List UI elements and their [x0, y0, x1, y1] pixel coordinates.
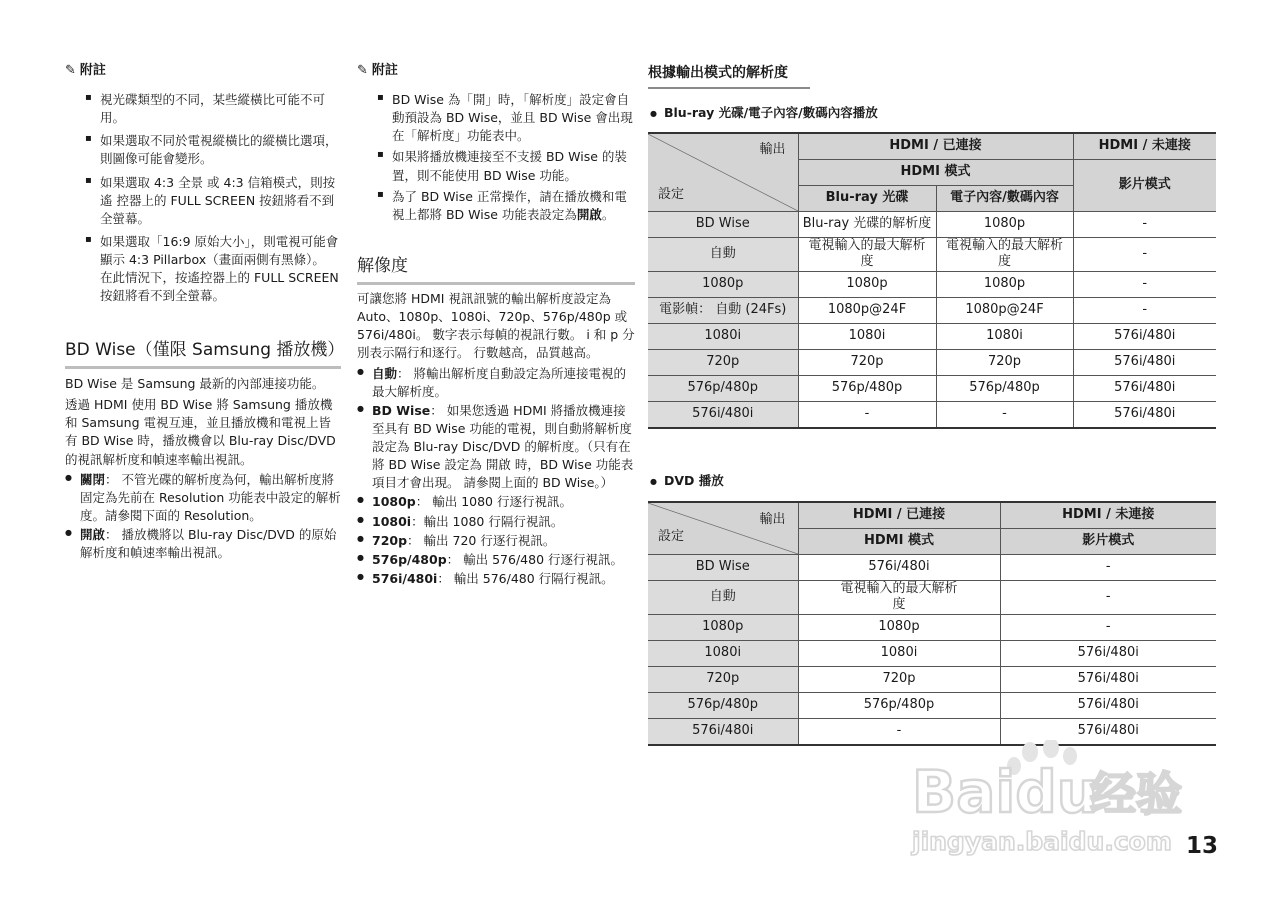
table-cell: -	[1073, 238, 1216, 272]
table-row	[648, 297, 1216, 323]
bdwise-body	[65, 375, 341, 563]
list-item: ● BD Wise： 如果您透過 HDMI 將播放機連接至具有 BD Wise 功能的電視，則自動將解析度設定為 Blu-ray Disc/DVD 的解析度。（只有在將 BD Wise 設定為 開啟 時，BD Wise 功能表項目才會出現。 請參閱上面的 BD Wise。）	[357, 402, 635, 493]
setting-cell: 1080i	[648, 323, 798, 349]
table-row	[648, 581, 1216, 615]
watermark-cn: 经验	[1090, 767, 1182, 821]
table-cell: 720p	[798, 349, 936, 375]
hdmi-not-connected-header: HDMI / 未連接	[1073, 133, 1216, 160]
list-item: ▪ 如果將播放機連接至不支援 BD Wise 的裝置，則不能使用 BD Wise 功能。	[357, 148, 635, 184]
setting-cell: 1080p	[648, 614, 798, 640]
resolution-options	[357, 365, 635, 589]
table-row	[648, 349, 1216, 375]
resolution-title: 解像度	[357, 254, 635, 285]
table-cell: -	[1000, 614, 1216, 640]
setting-cell: 576p/480p	[648, 375, 798, 401]
table-cell: Blu-ray 光碟的解析度	[798, 212, 936, 238]
list-item: ▪ 如果選取 4:3 全景 或 4:3 信箱模式，則按遙 控器上的 FULL SCREEN 按鈕將看不到全螢幕。	[65, 174, 341, 228]
output-resolution-title: 根據輸出模式的解析度	[648, 63, 810, 89]
table-header-row	[648, 133, 1216, 160]
list-item: ● 1080i：輸出 1080 行隔行視訊。	[357, 513, 635, 531]
table-cell: 576i/480i	[798, 555, 1000, 581]
output-label: 輸出	[759, 512, 786, 527]
table-cell: 576i/480i	[1000, 640, 1216, 666]
setting-cell: 電影幀： 自動 (24Fs)	[648, 297, 798, 323]
table-cell: 576i/480i	[1073, 323, 1216, 349]
setting-cell: 720p	[648, 666, 798, 692]
table-cell: 電視輸入的最大解析度	[798, 238, 936, 272]
table-cell: 576p/480p	[798, 692, 1000, 718]
table-cell: 576i/480i	[1000, 718, 1216, 745]
table-row	[648, 212, 1216, 238]
table-cell: 576i/480i	[1000, 666, 1216, 692]
setting-cell: 576i/480i	[648, 718, 798, 745]
video-mode-header: 影片模式	[1000, 529, 1216, 555]
bdwise-title: BD Wise（僅限 Samsung 播放機）	[65, 338, 341, 369]
note-continuation: 在此情況下，按遙控器上的 FULL SCREEN 按鈕將看不到全螢幕。	[100, 270, 339, 304]
table-cell: 576i/480i	[1000, 692, 1216, 718]
setting-cell: BD Wise	[648, 212, 798, 238]
table-cell: -	[936, 401, 1073, 428]
resolution-body	[357, 290, 635, 589]
diagonal-header-cell	[648, 502, 798, 555]
bdwise-paragraph: BD Wise 是 Samsung 最新的內部連接功能。	[65, 376, 325, 391]
hdmi-not-connected-header: HDMI / 未連接	[1000, 502, 1216, 529]
note-heading: ✎ 附註	[65, 63, 106, 78]
output-label: 輸出	[759, 142, 786, 157]
table-cell: 576i/480i	[1073, 375, 1216, 401]
table-cell: -	[1000, 555, 1216, 581]
list-item: ● 自動： 將輸出解析度自動設定為所連接電視的最大解析度。	[357, 365, 635, 401]
table-cell: -	[798, 401, 936, 428]
table-cell: -	[1073, 271, 1216, 297]
table-cell: 1080p@24F	[936, 297, 1073, 323]
setting-cell: 1080i	[648, 640, 798, 666]
page-number: 13	[1186, 833, 1219, 859]
table-row	[648, 555, 1216, 581]
setting-cell: 自動	[648, 581, 798, 615]
setting-cell: BD Wise	[648, 555, 798, 581]
bdwise-options	[65, 471, 341, 563]
setting-label: 設定	[658, 528, 685, 544]
list-item: ▪ 如果選取「16:9 原始大小」，則電視可能會顯示 4:3 Pillarbox（畫面兩側有黑條）。 在此情況下，按遙控器上的 FULL SCREEN 按鈕將看不到全螢幕。	[65, 233, 341, 306]
note-list	[357, 91, 635, 229]
table-cell: -	[1000, 581, 1216, 615]
table-row	[648, 238, 1216, 272]
table-cell: 576p/480p	[798, 375, 936, 401]
bluray-resolution-table	[648, 132, 1216, 429]
list-item: ● 576p/480p： 輸出 576/480 行逐行視訊。	[357, 551, 635, 569]
pencil-icon: ✎	[65, 63, 76, 78]
table-header-row	[648, 502, 1216, 529]
table-row	[648, 401, 1216, 428]
setting-cell: 576i/480i	[648, 401, 798, 428]
video-mode-header: 影片模式	[1073, 160, 1216, 212]
table-row	[648, 614, 1216, 640]
table-cell: 576p/480p	[936, 375, 1073, 401]
table-cell: -	[1073, 297, 1216, 323]
setting-cell: 自動	[648, 238, 798, 272]
table-cell: 720p	[936, 349, 1073, 375]
watermark-brand: Baidu	[912, 758, 1099, 826]
table-cell: 1080i	[798, 323, 936, 349]
bdwise-paragraph: 透過 HDMI 使用 BD Wise 將 Samsung 播放機和 Samsung 電視互連，並且播放機和電視上皆有 BD Wise 時，播放機會以 Blu-ray Disc/DVD 的視訊解析度和幀速率輸出視訊。	[65, 397, 336, 467]
table-row	[648, 375, 1216, 401]
baidu-jingyan-watermark	[910, 740, 1200, 860]
table-cell: 576i/480i	[1073, 349, 1216, 375]
hdmi-mode-header: HDMI 模式	[798, 529, 1000, 555]
bluray-heading: ● Blu-ray 光碟/電子內容/數碼內容播放	[650, 104, 878, 122]
setting-cell: 720p	[648, 349, 798, 375]
table-row	[648, 666, 1216, 692]
table-cell: 720p	[798, 666, 1000, 692]
hdmi-mode-header: HDMI 模式	[798, 160, 1073, 186]
table-row	[648, 271, 1216, 297]
list-item: ● 720p： 輸出 720 行逐行視訊。	[357, 532, 635, 550]
setting-cell: 576p/480p	[648, 692, 798, 718]
list-item: ● 1080p： 輸出 1080 行逐行視訊。	[357, 493, 635, 511]
list-item: ▪ 視光碟類型的不同，某些縱橫比可能不可用。	[65, 91, 341, 127]
list-item: ▪ BD Wise 為「開」時，「解析度」設定會自動預設為 BD Wise，並且 BD Wise 會出現在「解析度」功能表中。	[357, 91, 635, 145]
table-cell: 1080p@24F	[798, 297, 936, 323]
table-cell: -	[798, 718, 1000, 745]
pencil-icon: ✎	[357, 63, 368, 78]
diagonal-header-cell	[648, 133, 798, 212]
table-cell: 1080i	[798, 640, 1000, 666]
list-item: ● 關閉： 不管光碟的解析度為何，輸出解析度將固定為先前在 Resolution 功能表中設定的解析度。請參閱下面的 Resolution。	[65, 471, 341, 525]
table-row	[648, 692, 1216, 718]
table-cell: 1080p	[936, 271, 1073, 297]
hdmi-connected-header: HDMI / 已連接	[798, 502, 1000, 529]
list-item: ● 開啟： 播放機將以 Blu-ray Disc/DVD 的原始解析度和幀速率輸出視訊。	[65, 526, 341, 562]
table-row	[648, 640, 1216, 666]
note-list	[65, 91, 341, 305]
table-cell: 1080p	[798, 271, 936, 297]
table-cell: 1080p	[798, 614, 1000, 640]
watermark-url: jingyan.baidu.com	[912, 827, 1172, 856]
list-item: ▪ 為了 BD Wise 正常操作，請在播放機和電視上都將 BD Wise 功能表設定為開啟。	[357, 188, 635, 224]
hdmi-connected-header: HDMI / 已連接	[798, 133, 1073, 160]
list-item: ▪ 如果選取不同於電視縱橫比的縱橫比選項，則圖像可能會變形。	[65, 132, 341, 168]
table-cell: 1080p	[936, 212, 1073, 238]
setting-label: 設定	[658, 186, 685, 202]
bluray-column-header: Blu-ray 光碟	[798, 186, 936, 212]
table-row	[648, 323, 1216, 349]
dvd-resolution-table	[648, 501, 1216, 746]
table-cell: 576i/480i	[1073, 401, 1216, 428]
note-heading: ✎ 附註	[357, 63, 398, 78]
list-item: ● 576i/480i： 輸出 576/480 行隔行視訊。	[357, 570, 635, 588]
setting-cell: 1080p	[648, 271, 798, 297]
table-cell: 電視輸入的最大解析度	[936, 238, 1073, 272]
table-cell: 1080i	[936, 323, 1073, 349]
table-cell: 電視輸入的最大解析度	[798, 581, 1000, 615]
dvd-heading: ● DVD 播放	[650, 472, 724, 490]
resolution-paragraph: 可讓您將 HDMI 視訊訊號的輸出解析度設定為 Auto、1080p、1080i、720p、576p/480p 或 576i/480i。 數字表示每幀的視訊行數。 i 和 p 分別表示隔行和逐行。 行數越高，品質越高。	[357, 291, 635, 361]
table-cell: -	[1073, 212, 1216, 238]
econtent-column-header: 電子內容/數碼內容	[936, 186, 1073, 212]
